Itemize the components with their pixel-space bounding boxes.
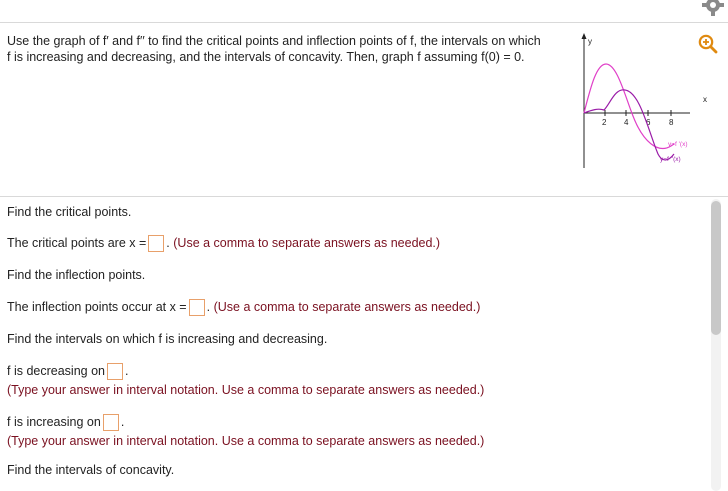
tick-label-8: 8 <box>669 118 674 127</box>
section-divider <box>0 196 728 197</box>
intervals-heading: Find the intervals on which f is increasing and decreasing. <box>7 332 328 346</box>
legend-fdoubleprime: y=f ''(x) <box>660 156 681 163</box>
inflection-row <box>7 299 480 316</box>
inflection-hint: (Use a comma to separate answers as needed.) <box>213 299 481 314</box>
fprime-curve <box>584 64 674 148</box>
zoom-in-icon[interactable] <box>697 33 719 55</box>
decreasing-label: f is decreasing on <box>7 363 105 378</box>
tick-label-6: 6 <box>646 118 651 127</box>
decreasing-period: . <box>124 363 129 378</box>
scrollbar-thumb[interactable] <box>711 201 721 335</box>
inflection-label: The inflection points occur at x = <box>7 299 187 314</box>
decreasing-hint: (Type your answer in interval notation. Use a comma to separate answers as needed.) <box>7 383 485 397</box>
y-axis-label: y <box>588 37 592 46</box>
concavity-heading: Find the intervals of concavity. <box>7 463 175 477</box>
legend-fprime: y=f '(x) <box>668 141 688 148</box>
critical-row <box>7 235 440 252</box>
critical-period: . <box>166 235 170 250</box>
tick-label-2: 2 <box>602 118 607 127</box>
inflection-period: . <box>206 299 211 314</box>
fdoubleprime-curve <box>584 90 674 160</box>
critical-points-input[interactable] <box>148 235 164 252</box>
decreasing-row <box>7 363 128 380</box>
gear-icon[interactable] <box>700 0 726 18</box>
increasing-hint: (Type your answer in interval notation. Use a comma to separate answers as needed.) <box>7 434 485 448</box>
critical-label: The critical points are x = <box>7 235 147 250</box>
y-axis-arrow <box>582 33 587 39</box>
increasing-row <box>7 414 124 431</box>
scrollbar-track[interactable] <box>711 199 721 491</box>
inflection-points-input[interactable] <box>189 299 205 316</box>
inflection-heading: Find the inflection points. <box>7 268 146 282</box>
increasing-interval-input[interactable] <box>103 414 119 431</box>
top-divider <box>0 22 728 23</box>
question-text: Use the graph of f′ and f′′ to find the critical points and inflection points of f, the intervals on which f is increasing and decreasing, and the intervals of concavity. Then, graph f assuming f(0) = 0. <box>7 34 541 64</box>
critical-hint: (Use a comma to separate answers as needed.) <box>173 235 441 250</box>
increasing-period: . <box>120 414 125 429</box>
increasing-label: f is increasing on <box>7 414 101 429</box>
top-bar <box>0 0 728 22</box>
decreasing-interval-input[interactable] <box>107 363 123 380</box>
derivative-graph <box>570 30 707 170</box>
critical-heading: Find the critical points. <box>7 205 132 219</box>
x-axis-label: x <box>703 95 707 104</box>
tick-label-4: 4 <box>624 118 629 127</box>
